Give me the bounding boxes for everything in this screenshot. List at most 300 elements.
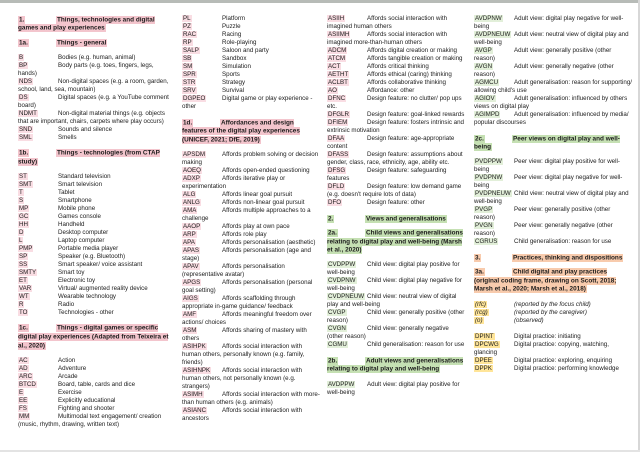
code-tab <box>18 110 58 118</box>
code-chip: CVDPNEUW <box>328 293 365 301</box>
section-header-1a <box>18 39 174 48</box>
code-tab <box>182 295 222 303</box>
code-entry-adxp <box>182 175 320 191</box>
code-entry-l <box>18 237 174 245</box>
code-tab <box>18 197 58 205</box>
code-chip: D <box>19 228 24 236</box>
code-entry-b <box>18 54 174 62</box>
code-tab <box>18 237 58 245</box>
code-chip: SPR <box>183 71 196 78</box>
code-definition: Child view: neutral view of digital play and well-being <box>327 293 457 309</box>
code-tab <box>18 126 58 134</box>
code-entry-rcg <box>474 309 632 317</box>
code-entry-et <box>18 277 174 285</box>
code-entry-e <box>18 389 174 397</box>
code-tab <box>18 301 58 309</box>
code-entry-btcd <box>18 381 174 389</box>
code-entry-cvdppw <box>327 261 466 277</box>
code-entry-cvdpnw <box>327 277 466 293</box>
code-chip: ANLG <box>183 198 200 206</box>
code-tab <box>474 15 514 23</box>
code-definition: Survival <box>222 87 245 94</box>
code-definition: Strategy <box>222 79 246 86</box>
code-list <box>474 158 632 246</box>
code-list <box>327 261 466 349</box>
code-chip: E <box>19 388 24 396</box>
code-tab <box>182 263 222 271</box>
code-chip: PVGP <box>475 206 493 214</box>
code-tab <box>182 175 222 183</box>
code-entry-ama <box>182 207 320 223</box>
code-tab <box>18 94 58 102</box>
code-tab <box>18 189 58 197</box>
code-chip: DFGLR <box>328 111 349 118</box>
code-entry-var <box>18 285 174 293</box>
code-tab <box>327 199 367 207</box>
section-title: Adult views and generalisations relating to digital play and well-being <box>327 357 464 373</box>
code-definition: Sandbox <box>222 55 247 62</box>
code-tab <box>327 111 367 119</box>
code-entry-dfnc <box>327 95 466 111</box>
code-tab <box>18 397 58 405</box>
code-chip: DGPEO <box>183 95 206 102</box>
code-tab <box>182 239 222 247</box>
code-chip: PMP <box>19 244 33 252</box>
code-tab <box>182 87 222 95</box>
scan-edge-top <box>0 0 640 3</box>
code-tab <box>327 277 367 285</box>
code-entry-asiimh <box>327 31 466 47</box>
code-definition: Role-playing <box>222 39 257 46</box>
code-tab <box>474 357 514 365</box>
code-tab <box>18 309 58 317</box>
code-chip: ASIIH <box>328 15 345 22</box>
legend-block <box>474 301 632 325</box>
code-definition: Design feature: fosters intrinsic and extrinsic motivation <box>327 119 464 134</box>
code-definition: Affords social interaction with human others, not personally known (e.g. strangers) <box>182 366 303 390</box>
section-number-tab <box>327 230 365 239</box>
code-tab <box>182 15 222 23</box>
section-number: 1. <box>19 16 25 23</box>
code-chip: AAOP <box>183 222 201 230</box>
code-entry-pvgn <box>474 222 632 238</box>
code-definition: Peer view: generally negative (other reason) <box>474 222 613 238</box>
code-definition: Affords open-ended questioning <box>222 166 310 174</box>
code-entry-asimh <box>182 391 320 407</box>
code-tab <box>18 245 58 253</box>
code-definition: (observed) <box>514 316 544 324</box>
code-definition: Explicitly educational <box>58 396 116 404</box>
code-tab <box>474 238 514 246</box>
code-chip: SB <box>183 55 192 62</box>
section-title: Practices, thinking and dispositions <box>513 254 623 262</box>
code-entry-amf <box>182 311 320 327</box>
code-tab <box>182 191 222 199</box>
code-definition: Desktop computer <box>58 228 109 236</box>
code-definition: Digital practice: exploring, enquiring <box>514 356 613 364</box>
code-tab <box>327 309 367 317</box>
code-definition: Affords digital creation or making <box>367 47 457 54</box>
code-definition: Adult generalisation: influenced by media/ popular discourses <box>474 111 629 126</box>
code-entry-asm <box>182 327 320 343</box>
code-chip: SM <box>183 63 193 70</box>
code-chip: AGMCU <box>475 79 499 86</box>
code-chip: ASIHPK <box>183 342 206 350</box>
code-definition: Wearable technology <box>58 292 117 300</box>
code-entry-spr <box>182 71 320 79</box>
code-chip: SND <box>19 125 33 133</box>
code-definition: Affords social interaction with human others, personally known (e.g. family, friends) <box>182 342 305 366</box>
code-tab <box>327 47 367 55</box>
code-definition: Affords social interaction with imagined more-than-human others <box>327 31 448 46</box>
section-number-tab <box>474 254 512 263</box>
code-entry-mp <box>18 205 174 213</box>
code-chip: ALG <box>183 190 196 198</box>
code-chip: R <box>19 300 24 308</box>
code-chip: APGS <box>183 278 201 286</box>
code-definition: Affords critical thinking <box>367 63 429 70</box>
code-tab <box>327 63 367 71</box>
code-tab <box>327 79 367 87</box>
code-chip: AETHT <box>328 71 349 78</box>
code-chip: S <box>19 196 24 204</box>
code-definition: Design feature: other <box>367 199 425 206</box>
code-chip: ASM <box>183 326 197 334</box>
code-tab <box>182 71 222 79</box>
section-header-3 <box>474 254 632 263</box>
code-tab <box>18 221 58 229</box>
code-chip: SP <box>19 252 28 260</box>
code-tab <box>18 205 58 213</box>
code-tab <box>474 309 514 317</box>
code-entry-apa <box>182 239 320 247</box>
code-chip: RP <box>183 39 192 46</box>
code-entry-aoeq <box>182 167 320 175</box>
code-definition: Technologies - other <box>58 308 114 316</box>
code-tab <box>327 119 367 127</box>
code-definition: Body parts (e.g. toes, fingers, legs, hands) <box>18 61 154 77</box>
code-chip: WT <box>19 292 29 300</box>
code-definition: Affords sharing of mastery with others <box>182 326 307 342</box>
code-chip: MP <box>19 204 29 212</box>
code-chip: AMA <box>183 206 197 214</box>
code-chip: AO <box>328 87 337 94</box>
code-definition: Affords iterative play or experimentation <box>182 174 286 190</box>
code-entry-avdppw <box>327 381 466 397</box>
code-definition: Affords social interaction with imagined human others <box>327 15 448 30</box>
code-entry-dfo <box>327 199 466 207</box>
code-chip: DPINT <box>475 332 494 340</box>
code-chip: ADXP <box>183 174 200 182</box>
code-tab <box>474 301 514 309</box>
code-entry-sml <box>18 134 174 142</box>
code-chip: AVDPPW <box>328 380 355 388</box>
code-tab <box>182 311 222 319</box>
code-tab <box>327 183 367 191</box>
code-chip: SMTY <box>19 268 37 276</box>
code-tab <box>327 261 367 269</box>
code-definition: Tablet <box>58 188 75 196</box>
code-tab <box>182 367 222 375</box>
code-definition: (reported by the focus child) <box>514 300 591 308</box>
code-chip: PVDPNW <box>475 174 503 182</box>
code-chip: AVDPNEUW <box>475 31 511 38</box>
code-tab <box>182 47 222 55</box>
code-entry-gc <box>18 213 174 221</box>
code-definition: Racing <box>222 31 242 38</box>
code-tab <box>18 181 58 189</box>
code-definition: Design feature: goal-linked rewards <box>367 111 465 118</box>
code-entry-cvgp <box>327 309 466 325</box>
code-tab <box>18 277 58 285</box>
code-tab <box>18 405 58 413</box>
code-definition: Affords scaffolding through appropriate in-game guidance/ feedback <box>182 294 296 310</box>
code-tab <box>182 31 222 39</box>
code-tab <box>474 174 514 182</box>
code-chip: SALP <box>183 47 199 54</box>
code-tab <box>182 391 222 399</box>
code-tab <box>474 158 514 166</box>
code-chip: CGRUS <box>475 238 498 246</box>
code-chip: PVDPNEUW <box>475 190 511 198</box>
code-chip: ACLBT <box>328 79 348 86</box>
code-definition: Puzzle <box>222 23 241 30</box>
code-entry-dppk <box>474 365 632 373</box>
code-definition: Digital spaces (e.g. a YouTube comment board) <box>18 93 169 109</box>
code-definition: Board, table, cards and dice <box>58 380 136 388</box>
code-entry-wt <box>18 293 174 301</box>
code-tab <box>327 167 367 175</box>
code-definition: Digital practice: performing knowledge <box>514 364 619 372</box>
code-chip: AVGN <box>475 63 493 70</box>
code-chip: ADCM <box>328 47 347 54</box>
code-definition: Non-digital material things (e.g. objects that are important, chairs, carpets where play occurs) <box>18 109 165 125</box>
code-chip: T <box>19 188 23 196</box>
code-chip: EE <box>19 396 28 404</box>
code-tab <box>474 317 514 325</box>
code-list <box>474 333 632 373</box>
code-tab <box>182 151 222 159</box>
section-header-1d <box>182 119 320 145</box>
code-entry-ac <box>18 357 174 365</box>
code-definition: Smart toy <box>58 268 85 276</box>
code-entry-pvgp <box>474 206 632 222</box>
code-tab <box>182 207 222 215</box>
code-definition: Laptop computer <box>58 236 105 244</box>
section-title: Peer views on digital play and well-being <box>474 135 620 151</box>
code-entry-mm <box>18 413 174 429</box>
code-definition: Smartphone <box>58 196 92 204</box>
code-definition: Affords personalisation (aesthetic) <box>222 238 316 246</box>
code-entry-asihpk <box>182 343 320 367</box>
code-entry-sb <box>182 55 320 63</box>
code-tab <box>18 357 58 365</box>
code-entry-pvdppw <box>474 158 632 174</box>
code-definition: (reported by the caregiver) <box>514 308 587 316</box>
code-chip: DFNC <box>328 95 346 102</box>
code-chip: ARC <box>19 372 33 380</box>
code-tab <box>182 63 222 71</box>
code-chip: PVGN <box>475 222 493 230</box>
code-entry-agimpd <box>474 111 632 127</box>
section-number: 1c. <box>19 324 28 332</box>
code-definition: Child view: digital play negative for well-being <box>327 277 462 293</box>
code-list <box>327 15 466 207</box>
code-entry-ad <box>18 365 174 373</box>
code-chip: DS <box>19 93 28 101</box>
section-number-tab <box>18 39 56 48</box>
code-definition: Saloon and party <box>222 47 269 54</box>
code-definition: Design feature: no clutter/ pop ups etc. <box>327 95 462 110</box>
code-definition: Sounds and silence <box>58 125 113 133</box>
code-tab <box>327 151 367 159</box>
code-entry-hh <box>18 221 174 229</box>
code-chip: SS <box>19 260 28 268</box>
code-entry-pl <box>182 15 320 23</box>
code-definition: Affords social interaction with ancestors <box>182 406 303 422</box>
code-entry-ee <box>18 397 174 405</box>
section-title: Things - digital games or specific digital play experiences (Adapted from Teixeira et al., 2020) <box>18 324 169 350</box>
code-tab <box>182 223 222 231</box>
code-entry-dfld <box>327 183 466 199</box>
code-chip: PL <box>183 15 191 22</box>
code-list <box>182 15 320 111</box>
code-entry-d <box>18 229 174 237</box>
code-definition: Mobile phone <box>58 204 96 212</box>
code-entry-dpint <box>474 333 632 341</box>
code-definition: Smart television <box>58 180 103 188</box>
code-entry-sp <box>18 253 174 261</box>
code-definition: Affords multiple approaches to a challenge <box>182 206 311 222</box>
code-entry-s <box>18 197 174 205</box>
code-entry-dfsg <box>327 167 466 183</box>
code-entry-bp <box>18 62 174 78</box>
code-chip: ASIHNPK <box>183 366 211 374</box>
code-chip: CVDPPW <box>328 261 356 269</box>
code-entry-dfiem <box>327 119 466 135</box>
code-chip: AD <box>19 364 28 372</box>
code-chip: ET <box>19 276 27 284</box>
code-chip: TO <box>19 308 28 316</box>
code-chip: PVDPPW <box>475 158 502 166</box>
code-tab <box>18 78 58 86</box>
code-chip: ACT <box>328 63 341 70</box>
code-entry-dfglr <box>327 111 466 119</box>
code-chip: AMF <box>183 310 197 318</box>
code-list <box>327 381 466 397</box>
code-chip: RAC <box>183 31 197 38</box>
code-tab <box>327 15 367 23</box>
code-definition: Child view: generally positive (other reason) <box>327 309 465 325</box>
code-entry-asianc <box>182 407 320 423</box>
code-entry-apsdm <box>182 151 320 167</box>
code-entry-cvgn <box>327 325 466 341</box>
code-definition: Bodies (e.g. human, animal) <box>58 53 136 61</box>
code-chip: APAS <box>183 246 200 254</box>
column-4 <box>474 15 632 381</box>
code-entry-smty <box>18 269 174 277</box>
code-chip: VAR <box>19 284 32 292</box>
code-tab <box>182 39 222 47</box>
column-3 <box>327 15 466 405</box>
code-tab <box>182 247 222 255</box>
code-tab <box>18 293 58 301</box>
code-chip: BTCD <box>19 380 36 388</box>
code-chip: SML <box>19 133 32 141</box>
code-tab <box>182 23 222 31</box>
code-entry-aclbt <box>327 79 466 87</box>
code-tab <box>182 279 222 287</box>
section-header-3a <box>474 269 632 295</box>
section-number: 2. <box>328 215 334 222</box>
code-tab <box>182 95 222 103</box>
code-tab <box>327 293 367 301</box>
code-tab <box>474 95 514 103</box>
code-list <box>18 357 174 429</box>
code-entry-avgp <box>474 47 632 63</box>
column-1 <box>18 15 174 437</box>
code-tab <box>18 253 58 261</box>
code-chip: BP <box>19 61 28 69</box>
code-entry-cgrus <box>474 238 632 246</box>
code-entry-ss <box>18 261 174 269</box>
code-entry-pz <box>182 23 320 31</box>
code-entry-agmcu <box>474 79 632 95</box>
code-entry-apas <box>182 247 320 263</box>
code-chip: SRV <box>183 87 196 94</box>
code-definition: Portable media player <box>58 244 119 252</box>
section-number: 1d. <box>183 119 193 126</box>
code-tab <box>182 79 222 87</box>
code-definition: Standard television <box>58 172 111 180</box>
code-definition: Affords personalisation (age and stage) <box>182 246 311 262</box>
section-header-2b <box>327 357 466 374</box>
code-tab <box>474 222 514 230</box>
code-tab <box>474 341 514 349</box>
code-chip: ASIANC <box>183 406 207 414</box>
section-number-tab <box>327 215 365 224</box>
code-definition: Child generalisation: reason for use <box>514 238 612 246</box>
code-chip: CGMU <box>328 341 347 349</box>
code-entry-sm <box>182 63 320 71</box>
section-title: Child views and generalisations relating to digital play and well-being (Marsh et al., 2020) <box>327 229 463 254</box>
code-chip: AGIOV <box>475 95 495 102</box>
code-definition: Speaker (e.g. Bluetooth) <box>58 252 126 260</box>
code-chip: CVDPNW <box>328 277 356 285</box>
code-tab <box>474 365 514 373</box>
code-chip: (rcg) <box>475 308 488 316</box>
code-definition: Digital practice: initiating <box>514 332 581 340</box>
code-chip: CVGN <box>328 325 346 333</box>
code-definition: Affords tangible creation or making <box>367 55 463 62</box>
code-entry-avdpneuw <box>474 31 632 47</box>
code-chip: DFAA <box>328 135 345 142</box>
code-list <box>182 151 320 423</box>
code-tab <box>474 79 514 87</box>
code-entry-anlg <box>182 199 320 207</box>
section-number: 2a. <box>328 229 337 237</box>
code-tab <box>474 206 514 214</box>
code-tab <box>327 341 367 349</box>
code-entry-ao <box>327 87 466 95</box>
code-tab <box>18 365 58 373</box>
code-definition: Adult generalisation: reason for supporting/ allowing child's use <box>474 79 632 94</box>
code-chip: DFO <box>328 199 342 206</box>
section-title: Things, technologies and digital games and play experiences <box>18 16 155 32</box>
code-entry-asihnpk <box>182 367 320 391</box>
code-tab <box>182 407 222 415</box>
code-definition: Adult view: digital play negative for well-being <box>474 15 624 30</box>
